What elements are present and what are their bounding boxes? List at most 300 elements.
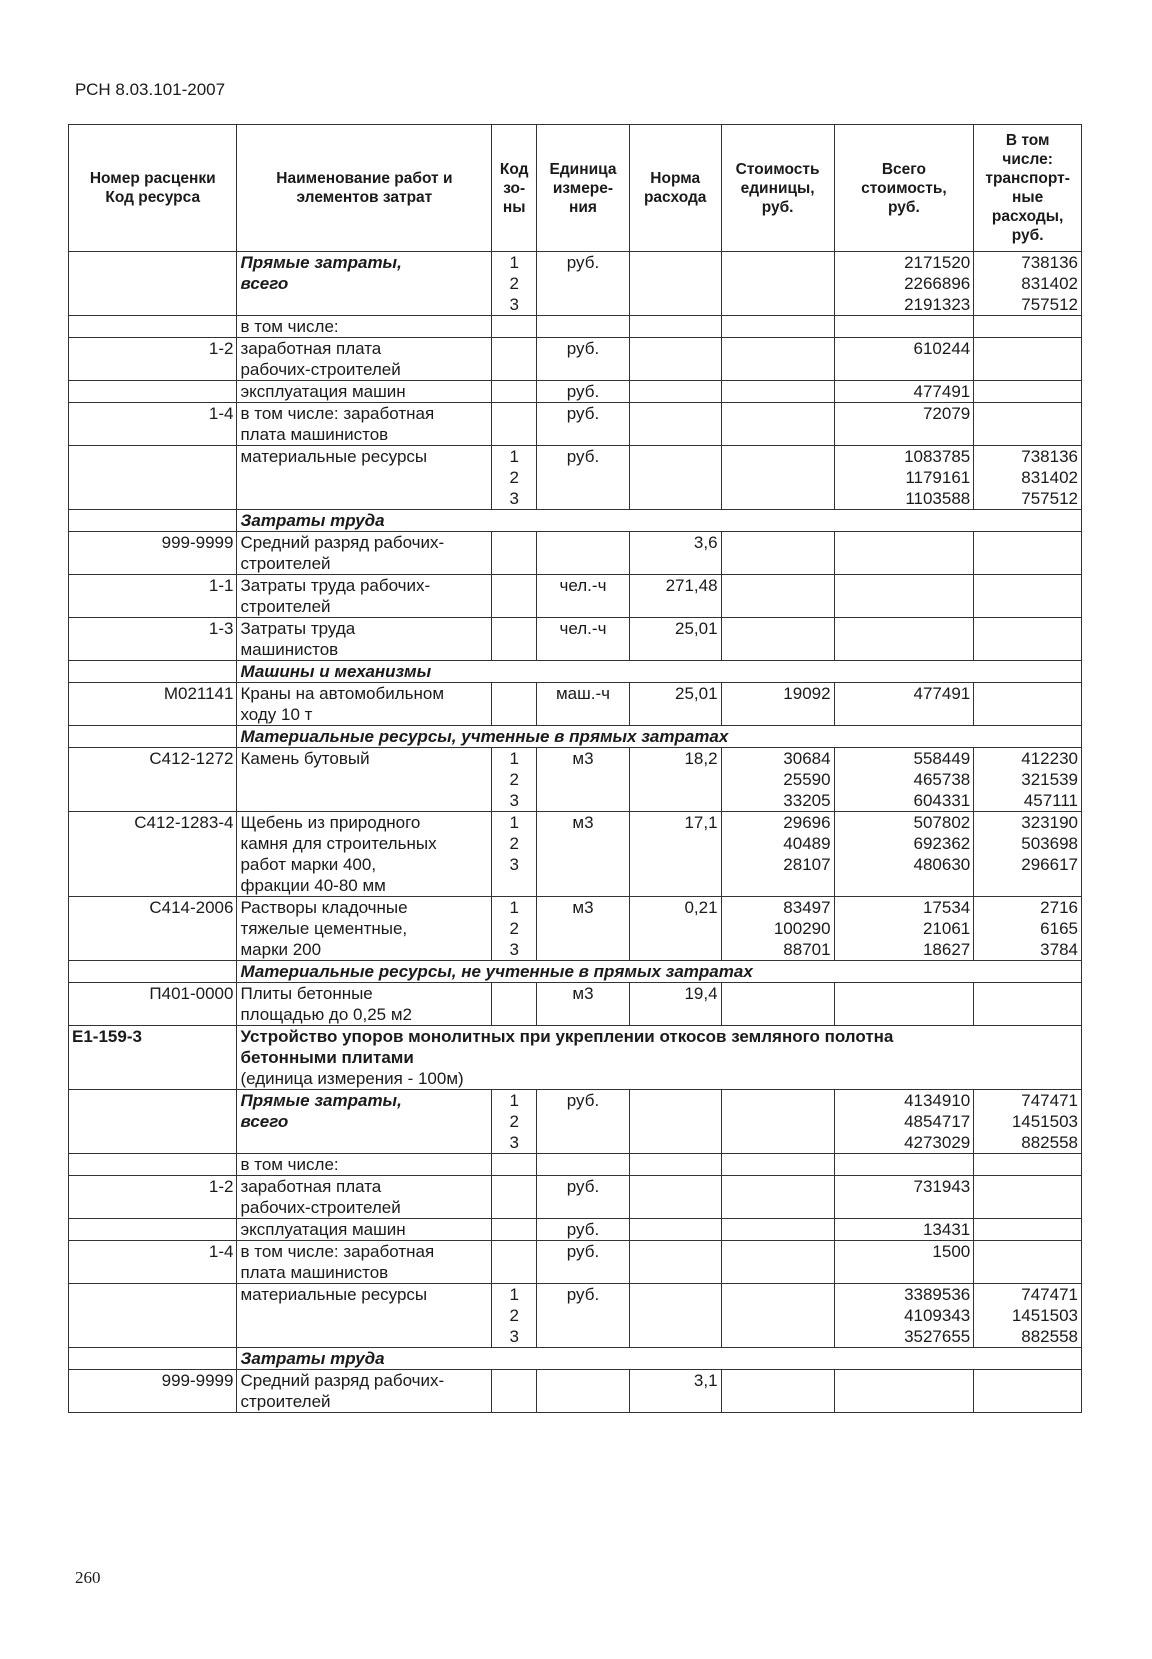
unit-cost — [721, 1090, 834, 1154]
total-cost-value: 18627 — [922, 940, 971, 959]
total-cost-value: 477491 — [913, 382, 971, 401]
table-row — [69, 403, 1082, 446]
resource-code: 1-2 — [69, 1176, 237, 1219]
item-name-line: в том числе: заработная — [240, 1242, 435, 1261]
header-line: руб. — [761, 198, 794, 216]
item-name-line: фракции 40-80 мм — [240, 876, 386, 895]
section-row — [69, 726, 1082, 748]
table-row — [69, 1370, 1082, 1413]
transport-cost — [974, 403, 1082, 446]
unit-cost — [721, 897, 834, 961]
transport-cost-value: 1451503 — [1011, 1306, 1078, 1325]
norm: 3,1 — [629, 1370, 721, 1413]
norm — [629, 1284, 721, 1348]
unit-cost — [721, 446, 834, 510]
section-title: Материальные ресурсы, не учтенные в прямых затратах — [237, 961, 1082, 983]
zone-code — [492, 1219, 537, 1241]
resource-code: 1-2 — [69, 338, 237, 381]
header-line: Всего — [881, 160, 926, 178]
table-row — [69, 381, 1082, 403]
total-cost-value: 3389536 — [904, 1285, 971, 1304]
zone-value: 2 — [509, 274, 519, 293]
unit-cost-value: 88701 — [783, 940, 831, 959]
transport-cost-value: 296617 — [1021, 855, 1078, 874]
transport-cost-value: 503698 — [1021, 834, 1078, 853]
item-name-line: строителей — [240, 597, 331, 616]
rate-title-line: бетонными плитами — [240, 1048, 414, 1067]
transport-cost-value: 323190 — [1021, 813, 1078, 832]
resource-code: 999-9999 — [69, 532, 237, 575]
total-cost-value: 731943 — [913, 1177, 971, 1196]
item-name — [237, 316, 492, 338]
unit-cost — [721, 1241, 834, 1284]
transport-cost-value: 882558 — [1021, 1327, 1078, 1346]
transport-cost-value: 1451503 — [1011, 1112, 1078, 1131]
header-line: Код — [499, 160, 529, 178]
item-name — [237, 748, 492, 812]
zone-value: 1 — [509, 749, 519, 768]
item-name-line: тяжелые цементные, — [240, 919, 408, 938]
header-line: ные — [1012, 189, 1044, 206]
zone-value: 3 — [509, 489, 519, 508]
header-line: транспорт- — [985, 170, 1070, 187]
item-name-line: эксплуатация машин — [240, 1220, 406, 1239]
unit-cost-value: 29696 — [783, 813, 831, 832]
resource-code — [69, 1219, 237, 1241]
transport-cost — [974, 1176, 1082, 1219]
total-cost-value: 72079 — [922, 404, 971, 423]
total-cost-value: 1179161 — [905, 468, 971, 487]
item-name-line: Краны на автомобильном — [240, 684, 445, 703]
item-name — [237, 446, 492, 510]
zone-value: 1 — [509, 898, 519, 917]
zone-value: 2 — [509, 1306, 519, 1325]
transport-cost — [974, 683, 1082, 726]
total-cost-value: 4273029 — [904, 1133, 971, 1152]
item-name-line: Камень бутовый — [240, 749, 370, 768]
transport-cost — [974, 748, 1082, 812]
item-name-line: материальные ресурсы — [240, 1285, 428, 1304]
transport-cost-value: 6165 — [1040, 919, 1078, 938]
resource-code: С412-1272 — [69, 748, 237, 812]
total-cost — [834, 1284, 974, 1348]
unit: руб. — [537, 1219, 630, 1241]
unit: руб. — [537, 446, 630, 510]
total-cost — [834, 618, 974, 661]
total-cost — [834, 1176, 974, 1219]
section-code — [69, 1348, 237, 1370]
item-name-line: Затраты труда — [240, 619, 356, 638]
table-header — [69, 125, 1082, 252]
total-cost-value: 610244 — [913, 339, 971, 358]
table-row — [69, 532, 1082, 575]
item-name-line: в том числе: заработная — [240, 404, 435, 423]
header-line: расходы, — [991, 208, 1064, 225]
transport-cost-value: 757512 — [1021, 295, 1078, 314]
transport-cost-value: 3784 — [1040, 940, 1078, 959]
unit-cost-value: 33205 — [783, 791, 831, 810]
header-line: Единица — [549, 160, 617, 178]
zone-value: 1 — [509, 253, 519, 272]
zone-code — [492, 403, 537, 446]
item-name-line: строителей — [240, 1392, 331, 1411]
unit-cost — [721, 575, 834, 618]
section-row — [69, 1348, 1082, 1370]
total-cost-value: 2171520 — [904, 253, 971, 272]
norm: 0,21 — [629, 897, 721, 961]
total-cost-value: 4109343 — [904, 1306, 971, 1325]
zone-code — [492, 1370, 537, 1413]
transport-cost — [974, 897, 1082, 961]
item-name — [237, 575, 492, 618]
section-row — [69, 510, 1082, 532]
item-name-line: площадью до 0,25 м2 — [240, 1005, 412, 1024]
table-row — [69, 1219, 1082, 1241]
item-name-line: работ марки 400, — [240, 855, 377, 874]
unit-cost-value: 30684 — [783, 749, 831, 768]
unit — [537, 1154, 630, 1176]
item-name-line: всего — [240, 274, 289, 293]
total-cost — [834, 446, 974, 510]
resource-code — [69, 381, 237, 403]
rate-title-line: Устройство упоров монолитных при укреплении откосов земляного полотна — [240, 1027, 894, 1046]
transport-cost-value: 321539 — [1021, 770, 1078, 789]
unit: руб. — [537, 252, 630, 316]
zone-value: 3 — [509, 295, 519, 314]
header-code — [69, 125, 237, 252]
transport-cost — [974, 1154, 1082, 1176]
total-cost — [834, 403, 974, 446]
item-name — [237, 381, 492, 403]
total-cost-value: 17534 — [922, 898, 971, 917]
total-cost-value: 2191323 — [904, 295, 971, 314]
item-name-line: камня для строительных — [240, 834, 437, 853]
transport-cost — [974, 252, 1082, 316]
unit: маш.-ч — [537, 683, 630, 726]
zone-code — [492, 812, 537, 897]
unit — [537, 316, 630, 338]
total-cost — [834, 683, 974, 726]
item-name-line: Средний разряд рабочих- — [240, 533, 445, 552]
rate-unit-note: (единица измерения - 100м) — [240, 1069, 464, 1088]
transport-cost — [974, 983, 1082, 1026]
section-title: Материальные ресурсы, учтенные в прямых затратах — [237, 726, 1082, 748]
zone-code — [492, 983, 537, 1026]
item-name — [237, 1176, 492, 1219]
page-header: РСН 8.03.101-2007 — [75, 80, 226, 99]
norm — [629, 338, 721, 381]
header-line: единицы, — [740, 179, 815, 197]
item-name — [237, 983, 492, 1026]
header-line: стоимость, — [861, 179, 947, 197]
item-name-line: в том числе: — [240, 1155, 339, 1174]
total-cost — [834, 338, 974, 381]
section-code — [69, 661, 237, 683]
unit: руб. — [537, 338, 630, 381]
norm — [629, 1219, 721, 1241]
section-code — [69, 726, 237, 748]
unit-cost — [721, 618, 834, 661]
zone-code — [492, 618, 537, 661]
table-row — [69, 812, 1082, 897]
unit-cost-value: 100290 — [773, 919, 831, 938]
section-title: Затраты труда — [237, 510, 1082, 532]
table-row — [69, 1176, 1082, 1219]
header-transport — [974, 125, 1082, 252]
zone-code — [492, 381, 537, 403]
header-line: ния — [569, 198, 597, 216]
item-name-line: Средний разряд рабочих- — [240, 1371, 445, 1390]
resource-code — [69, 1090, 237, 1154]
unit-cost-value: 83497 — [783, 898, 831, 917]
zone-code — [492, 1154, 537, 1176]
unit: руб. — [537, 381, 630, 403]
item-name — [237, 403, 492, 446]
resource-code: П401-0000 — [69, 983, 237, 1026]
unit: м3 — [537, 812, 630, 897]
norm: 271,48 — [629, 575, 721, 618]
unit-cost — [721, 1370, 834, 1413]
norm: 18,2 — [629, 748, 721, 812]
resource-code: 1-1 — [69, 575, 237, 618]
table-body — [69, 252, 1082, 1413]
header-zone — [492, 125, 537, 252]
table-row — [69, 446, 1082, 510]
total-cost — [834, 1154, 974, 1176]
item-name-line: рабочих-строителей — [240, 360, 401, 379]
zone-value: 1 — [509, 1285, 519, 1304]
section-code — [69, 961, 237, 983]
zone-value: 2 — [509, 1112, 519, 1131]
norm: 3,6 — [629, 532, 721, 575]
item-name — [237, 1090, 492, 1154]
total-cost-value: 1083785 — [904, 447, 971, 466]
transport-cost-value: 457111 — [1023, 791, 1078, 810]
unit-cost — [721, 683, 834, 726]
section-row — [69, 661, 1082, 683]
transport-cost — [974, 1090, 1082, 1154]
unit — [537, 532, 630, 575]
transport-cost-value: 412230 — [1021, 749, 1078, 768]
total-cost-value: 21061 — [922, 919, 971, 938]
transport-cost — [974, 316, 1082, 338]
table-row — [69, 1154, 1082, 1176]
zone-code — [492, 1284, 537, 1348]
header-line: Норма — [650, 170, 701, 187]
unit-cost — [721, 983, 834, 1026]
total-cost-value: 604331 — [913, 791, 971, 810]
unit-cost — [721, 338, 834, 381]
resource-code: 1-4 — [69, 403, 237, 446]
item-name — [237, 618, 492, 661]
header-line: расхода — [643, 189, 707, 206]
total-cost — [834, 575, 974, 618]
norm — [629, 381, 721, 403]
resource-code: С412-1283-4 — [69, 812, 237, 897]
transport-cost-value: 747471 — [1021, 1285, 1078, 1304]
table-row — [69, 1090, 1082, 1154]
zone-value: 2 — [509, 919, 519, 938]
header-line: зо- — [503, 179, 526, 197]
unit: руб. — [537, 403, 630, 446]
total-cost — [834, 748, 974, 812]
resource-code — [69, 1284, 237, 1348]
unit-cost — [721, 1284, 834, 1348]
total-cost — [834, 897, 974, 961]
page-number: 260 — [75, 1568, 101, 1587]
resource-code: 999-9999 — [69, 1370, 237, 1413]
zone-code — [492, 1241, 537, 1284]
item-name — [237, 1154, 492, 1176]
zone-value: 3 — [509, 855, 519, 874]
zone-code — [492, 748, 537, 812]
transport-cost-value: 757512 — [1021, 489, 1078, 508]
item-name-line: плата машинистов — [240, 1263, 389, 1282]
zone-value: 2 — [509, 834, 519, 853]
item-name — [237, 1284, 492, 1348]
unit: м3 — [537, 897, 630, 961]
header-line: Наименование работ и — [276, 170, 453, 187]
header-line: Код ресурса — [105, 189, 201, 206]
resource-code — [69, 252, 237, 316]
item-name-line: заработная плата — [240, 1177, 382, 1196]
norm — [629, 446, 721, 510]
norm — [629, 1154, 721, 1176]
total-cost — [834, 1370, 974, 1413]
item-name — [237, 1241, 492, 1284]
resource-code — [69, 1154, 237, 1176]
total-cost-value: 507802 — [913, 813, 971, 832]
unit-cost — [721, 252, 834, 316]
zone-code — [492, 316, 537, 338]
norm — [629, 316, 721, 338]
table-row — [69, 683, 1082, 726]
table-row — [69, 338, 1082, 381]
total-cost — [834, 381, 974, 403]
total-cost — [834, 983, 974, 1026]
norm: 17,1 — [629, 812, 721, 897]
header-line: измере- — [552, 179, 614, 197]
unit: руб. — [537, 1176, 630, 1219]
item-name-line: ходу 10 т — [240, 705, 313, 724]
header-line: Стоимость — [735, 160, 820, 178]
total-cost — [834, 252, 974, 316]
zone-code — [492, 1176, 537, 1219]
item-name-line: Плиты бетонные — [240, 984, 373, 1003]
table-row — [69, 897, 1082, 961]
section-row — [69, 961, 1082, 983]
section-title: Затраты труда — [237, 1348, 1082, 1370]
unit: руб. — [537, 1090, 630, 1154]
transport-cost-value: 738136 — [1021, 447, 1078, 466]
transport-cost — [974, 575, 1082, 618]
total-cost-value: 4854717 — [904, 1112, 971, 1131]
unit-cost — [721, 532, 834, 575]
norm — [629, 1090, 721, 1154]
transport-cost — [974, 381, 1082, 403]
unit-cost-value: 40489 — [783, 834, 831, 853]
header-unit-cost — [721, 125, 834, 252]
transport-cost-value: 882558 — [1021, 1133, 1078, 1152]
item-name-line: Затраты труда рабочих- — [240, 576, 431, 595]
norm — [629, 252, 721, 316]
item-name — [237, 1370, 492, 1413]
item-name-line: всего — [240, 1112, 289, 1131]
unit: м3 — [537, 983, 630, 1026]
unit-cost-value: 19092 — [783, 684, 831, 703]
table-row — [69, 316, 1082, 338]
transport-cost — [974, 1241, 1082, 1284]
total-cost — [834, 1219, 974, 1241]
transport-cost — [974, 532, 1082, 575]
transport-cost-value: 831402 — [1021, 468, 1078, 487]
rate-heading-row — [69, 1026, 1082, 1090]
unit-cost — [721, 1154, 834, 1176]
header-line: элементов затрат — [296, 189, 433, 206]
header-total — [834, 125, 974, 252]
total-cost-value: 692362 — [913, 834, 971, 853]
zone-code — [492, 338, 537, 381]
unit: руб. — [537, 1284, 630, 1348]
header-line: руб. — [1011, 227, 1044, 244]
transport-cost — [974, 338, 1082, 381]
total-cost-value: 4134910 — [904, 1091, 971, 1110]
transport-cost — [974, 446, 1082, 510]
item-name — [237, 252, 492, 316]
unit — [537, 1370, 630, 1413]
rate-code: Е1-159-3 — [69, 1026, 237, 1090]
item-name-line: рабочих-строителей — [240, 1198, 401, 1217]
item-name-line: Растворы кладочные — [240, 898, 408, 917]
header-unit — [537, 125, 630, 252]
resource-code: 1-3 — [69, 618, 237, 661]
transport-cost — [974, 812, 1082, 897]
table-row — [69, 1241, 1082, 1284]
total-cost — [834, 812, 974, 897]
zone-code — [492, 446, 537, 510]
header-line: ны — [502, 198, 526, 216]
norm: 25,01 — [629, 683, 721, 726]
table-row — [69, 618, 1082, 661]
resource-code: 1-4 — [69, 1241, 237, 1284]
norm — [629, 1176, 721, 1219]
unit-cost-value: 28107 — [783, 855, 831, 874]
rates-table — [68, 124, 1082, 1413]
norm: 25,01 — [629, 618, 721, 661]
total-cost-value: 2266896 — [904, 274, 971, 293]
zone-code — [492, 1090, 537, 1154]
item-name — [237, 683, 492, 726]
item-name-line: строителей — [240, 554, 331, 573]
header-name — [237, 125, 492, 252]
transport-cost — [974, 1370, 1082, 1413]
table-row — [69, 748, 1082, 812]
total-cost-value: 480630 — [913, 855, 971, 874]
resource-code — [69, 316, 237, 338]
item-name-line: Прямые затраты, — [240, 253, 402, 272]
item-name-line: Щебень из природного — [240, 813, 421, 832]
unit-cost — [721, 381, 834, 403]
unit-cost — [721, 1176, 834, 1219]
total-cost — [834, 1241, 974, 1284]
item-name — [237, 338, 492, 381]
table-row — [69, 252, 1082, 316]
zone-code — [492, 897, 537, 961]
table-row — [69, 575, 1082, 618]
unit: чел.-ч — [537, 618, 630, 661]
total-cost-value: 558449 — [913, 749, 971, 768]
transport-cost-value: 738136 — [1021, 253, 1078, 272]
